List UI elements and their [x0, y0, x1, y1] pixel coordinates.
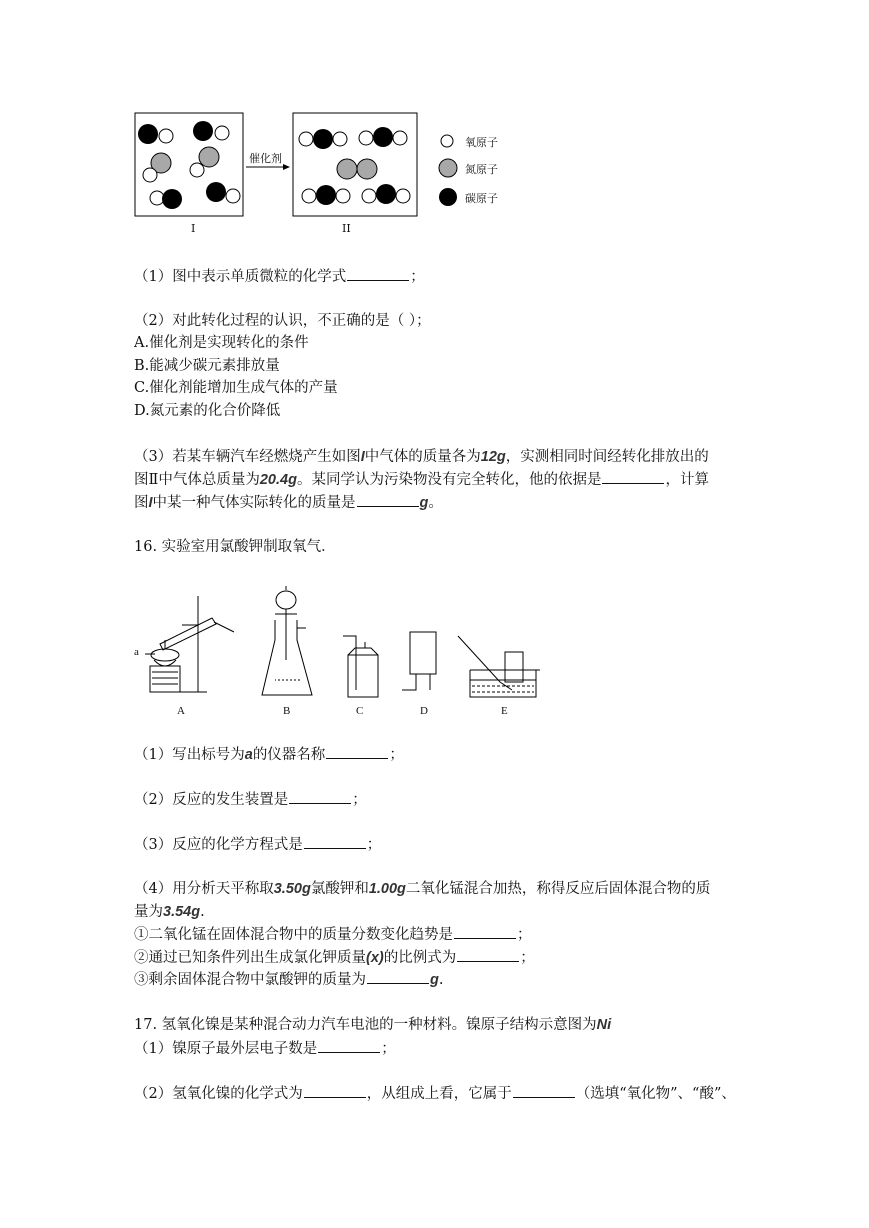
q15-option-d: D.氮元素的化合价降低: [134, 403, 281, 419]
answer-blank[interactable]: [318, 1038, 380, 1053]
q16-sub2: ②通过已知条件列出生成氯化钾质量(x)的比例式为 ；: [134, 947, 535, 968]
q16-title: 16. 实验室用氯酸钾制取氧气．: [134, 539, 336, 555]
q17-title: 17. 氢氧化镍是某种混合动力汽车电池的一种材料。镍原子结构示意图为Ni: [134, 1017, 612, 1033]
answer-blank[interactable]: [304, 834, 366, 849]
q15-option-b: B.能减少碳元素排放量: [134, 358, 280, 374]
answer-blank[interactable]: [367, 969, 429, 984]
legend-nitrogen-label: 氮原子: [465, 163, 498, 176]
q16-part2: （2）反应的发生装置是 ；: [134, 789, 367, 810]
box-2-label: II: [342, 222, 351, 235]
answer-blank[interactable]: [289, 789, 351, 804]
box-1-label: I: [191, 222, 196, 235]
q15-option-a: A.催化剂是实现转化的条件: [134, 335, 309, 351]
apparatus-label-a: A: [177, 705, 185, 717]
q17-part2: （2）氢氧化镍的化学式为 ，从组成上看，它属于 （选填“氧化物”、“酸”、: [134, 1083, 736, 1104]
q15-option-c: C.催化剂能增加生成气体的产量: [134, 380, 338, 396]
q15-part3-line3: 图I中某一种气体实际转化的质量是 g。: [134, 492, 443, 513]
q16-part1: （1）写出标号为a的仪器名称 ；: [134, 744, 404, 765]
q15-part3-line1: （3）若某车辆汽车经燃烧产生如图I中气体的质量各为12g，实测相同时间经转化排放出的: [134, 449, 709, 465]
q16-sub3: ③剩余固体混合物中氯酸钾的质量为 g.: [134, 969, 443, 990]
apparatus-label-c: C: [356, 705, 364, 717]
q16-part3: （3）反应的化学方程式是 ；: [134, 834, 381, 855]
legend-carbon-label: 碳原子: [465, 192, 498, 205]
answer-blank[interactable]: [457, 947, 519, 962]
q17-part1: （1）镍原子最外层电子数是 ；: [134, 1038, 396, 1059]
apparatus-label-d: D: [420, 705, 428, 717]
label-a: a: [134, 646, 139, 658]
catalyst-label: 催化剂: [249, 152, 282, 165]
apparatus-label-b: B: [283, 705, 291, 717]
q15-part3-line2: 图Ⅱ中气体总质量为20.4g。某同学认为污染物没有完全转化，他的依据是 ，计算: [134, 469, 709, 490]
answer-blank[interactable]: [326, 744, 388, 759]
apparatus-label-e: E: [501, 705, 508, 717]
q16-part4-line1: （4）用分析天平称取3.50g氯酸钾和1.00g二氧化锰混合加热，称得反应后固体混合物的质: [134, 881, 711, 897]
legend-oxygen-label: 氧原子: [465, 136, 498, 149]
q15-part1: （1）图中表示单质微粒的化学式 ；: [134, 266, 425, 287]
q15-part2: （2）对此转化过程的认识，不正确的是（ ）；: [134, 313, 431, 329]
answer-blank[interactable]: [304, 1083, 366, 1098]
answer-blank[interactable]: [454, 924, 516, 939]
q16-part4-line2: 量为3.54g.: [134, 904, 205, 920]
answer-blank[interactable]: [513, 1083, 575, 1098]
q16-sub1: ①二氧化锰在固体混合物中的质量分数变化趋势是 ；: [134, 924, 532, 945]
